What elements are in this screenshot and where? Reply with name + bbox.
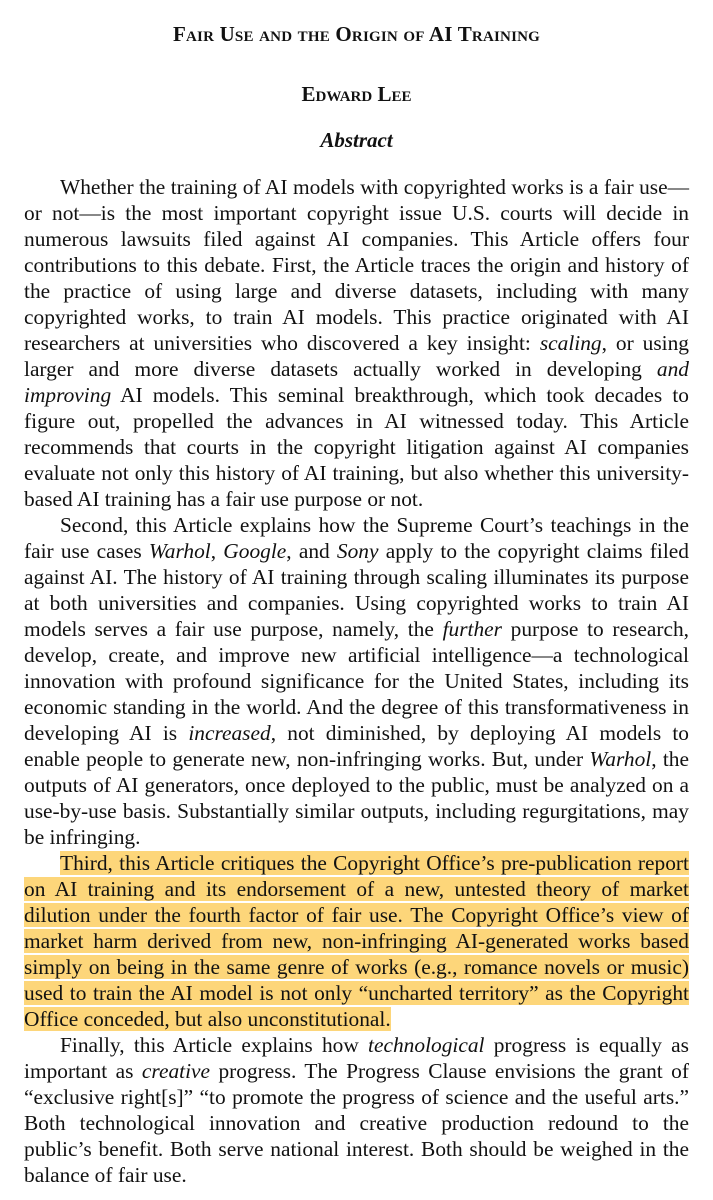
text-segment: Third, this Article critiques the Copyright Office’s pre-publication report on AI training and its endorsement of a new, untested theory of market dilution under the fourth factor of fair use. The Copyright Office’s view of market harm derived from new, non-infringing AI-generated works based simply on being in the same genre of works (e.g., romance novels or music) used to train the AI model is not only “uncharted territory” as the Copyright Office conceded, but also unconstitutional. (24, 851, 689, 1031)
highlighted-text (24, 851, 689, 1031)
text-segment: apply to the copyright claims filed against AI. The history of AI training through scaling illuminates its purpose at both universities and companies. Using copyrighted works to train AI models serves a fair use purpose, namely, the (24, 539, 689, 641)
italic-term: increased (188, 721, 271, 745)
text-segment: , (210, 539, 224, 563)
abstract-paragraph-3-highlighted (24, 850, 689, 1032)
italic-term: and improving (24, 357, 689, 407)
italic-term: Warhol (589, 747, 652, 771)
text-segment: Second, this Article explains how the Supreme Court’s teachings in the fair use cases (24, 513, 689, 563)
italic-term: further (442, 617, 502, 641)
italic-term: technological (368, 1033, 485, 1057)
text-segment: , the outputs of AI generators, once deployed to the public, must be analyzed on a use-by-use basis. Substantially similar outputs, including regurgitations, may be infringing. (24, 747, 689, 849)
text-segment: progress. The Progress Clause envisions the grant of “exclusive right[s]” “to promote the progress of science and the useful arts.” Both technological innovation and creative production redound to the public’s benefit. Both serve national interest. Both should be weighed in the balance of fair use. (24, 1059, 689, 1187)
article-author: Edward Lee (301, 82, 412, 106)
text-segment: AI models. This seminal breakthrough, which took decades to figure out, propelled the advances in AI witnessed today. This Article recommends that courts in the copyright litigation against AI companies evaluate not only this history of AI training, but also whether this university-based AI training has a fair use purpose or not. (24, 383, 689, 511)
abstract-body (24, 174, 689, 1188)
text-segment: , and (286, 539, 337, 563)
italic-term: Warhol (148, 539, 211, 563)
abstract-paragraph-4 (24, 1032, 689, 1188)
abstract-paragraph-2 (24, 512, 689, 850)
italic-term: scaling (539, 331, 602, 355)
text-segment: , or using larger and more diverse datasets actually worked in developing (24, 331, 690, 381)
abstract-heading: Abstract (320, 128, 393, 152)
text-segment: progress is equally as important as (24, 1033, 689, 1083)
italic-term: Sony (336, 539, 379, 563)
text-segment: Finally, this Article explains how (60, 1033, 369, 1057)
article-title: Fair Use and the Origin of AI Training (172, 22, 541, 46)
text-segment: Whether the training of AI models with copyrighted works is a fair use—or not—is the most important copyright issue U.S. courts will decide in numerous lawsuits filed against AI companies. This Article offers four contributions to this debate. First, the Article traces the origin and history of the practice of using large and diverse datasets, including with many copyrighted works, to train AI models. This practice originated with AI researchers at universities who discovered a key insight: (24, 175, 689, 355)
italic-term: Google (223, 539, 287, 563)
italic-term: creative (141, 1059, 211, 1083)
abstract-paragraph-1 (24, 174, 689, 512)
text-segment: , not diminished, by deploying AI models to enable people to generate new, non-infringing works. But, under (24, 721, 689, 771)
text-segment: purpose to research, develop, create, and improve new artificial intelligence—a technological innovation with profound significance for the United States, including its economic standing in the world. And the degree of this transformativeness in developing AI is (24, 617, 689, 745)
